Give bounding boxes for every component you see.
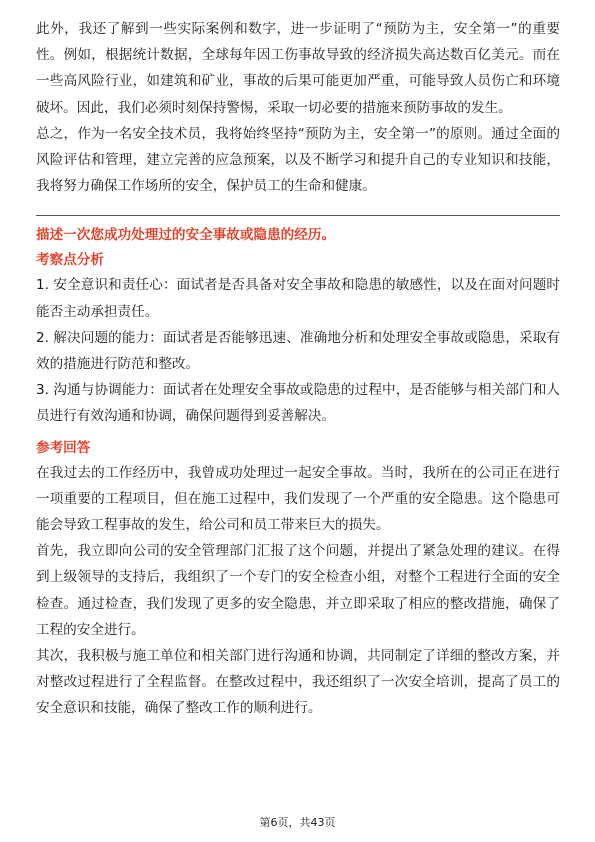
answer-paragraph-2: 首先，我立即向公司的安全管理部门汇报了这个问题，并提出了紧急处理的建议。在得到上级领导的支持后，我组织了一个专门的安全检查小组，对整个工程进行全面的安全检查。通过检查，我们发现了更多的安全隐患，并立即采取了相应的整改措施，确保了工程的安全进行。 <box>36 543 560 638</box>
section-divider <box>36 215 560 216</box>
analysis-item-1: 1. 安全意识和责任心：面试者是否具备对安全事故和隐患的敏感性，以及在面对问题时能否主动承担责任。 <box>36 277 560 320</box>
analysis-heading: 考察点分析 <box>36 252 104 269</box>
answer-heading: 参考回答 <box>36 439 91 456</box>
intro-paragraph-1: 此外，我还了解到一些实际案例和数字，进一步证明了“预防为主，安全第一”的重要性。例如，根据统计数据，全球每年因工伤事故导致的经济损失高达数百亿美元。而在一些高风险行业，如建筑和矿业，事故的后果可能更加严重，可能导致人员伤亡和环境破坏。因此，我们必须时刻保持警惕，采取一切必要的措施来预防事故的发生。 <box>36 21 560 116</box>
page-number: 第6页，共43页 <box>259 816 336 829</box>
analysis-item-3: 3. 沟通与协调能力：面试者在处理安全事故或隐患的过程中，是否能够与相关部门和人员进行有效沟通和协调，确保问题得到妥善解决。 <box>36 382 560 425</box>
question-title: 描述一次您成功处理过的安全事故或隐患的经历。 <box>36 227 336 244</box>
document-page <box>36 16 560 722</box>
intro-paragraph-2: 总之，作为一名安全技术员，我将始终坚持“预防为主，安全第一”的原则。通过全面的风险评估和管理，建立完善的应急预案，以及不断学习和提升自己的专业知识和技能，我将努力确保工作场所的安全，保护员工的生命和健康。 <box>36 125 560 195</box>
answer-paragraph-1: 在我过去的工作经历中，我曾成功处理过一起安全事故。当时，我所在的公司正在进行一项重要的工程项目，但在施工过程中，我们发现了一个严重的安全隐患。这个隐患可能会导致工程事故的发生，给公司和员工带来巨大的损失。 <box>36 464 560 534</box>
answer-paragraph-3: 其次，我积极与施工单位和相关部门进行沟通和协调，共同制定了详细的整改方案，并对整改过程进行了全程监督。在整改过程中，我还组织了一次安全培训，提高了员工的安全意识和技能，确保了整改工作的顺利进行。 <box>36 648 560 717</box>
analysis-item-2: 2. 解决问题的能力：面试者是否能够迅速、准确地分析和处理安全事故或隐患，采取有效的措施进行防范和整改。 <box>36 329 560 373</box>
